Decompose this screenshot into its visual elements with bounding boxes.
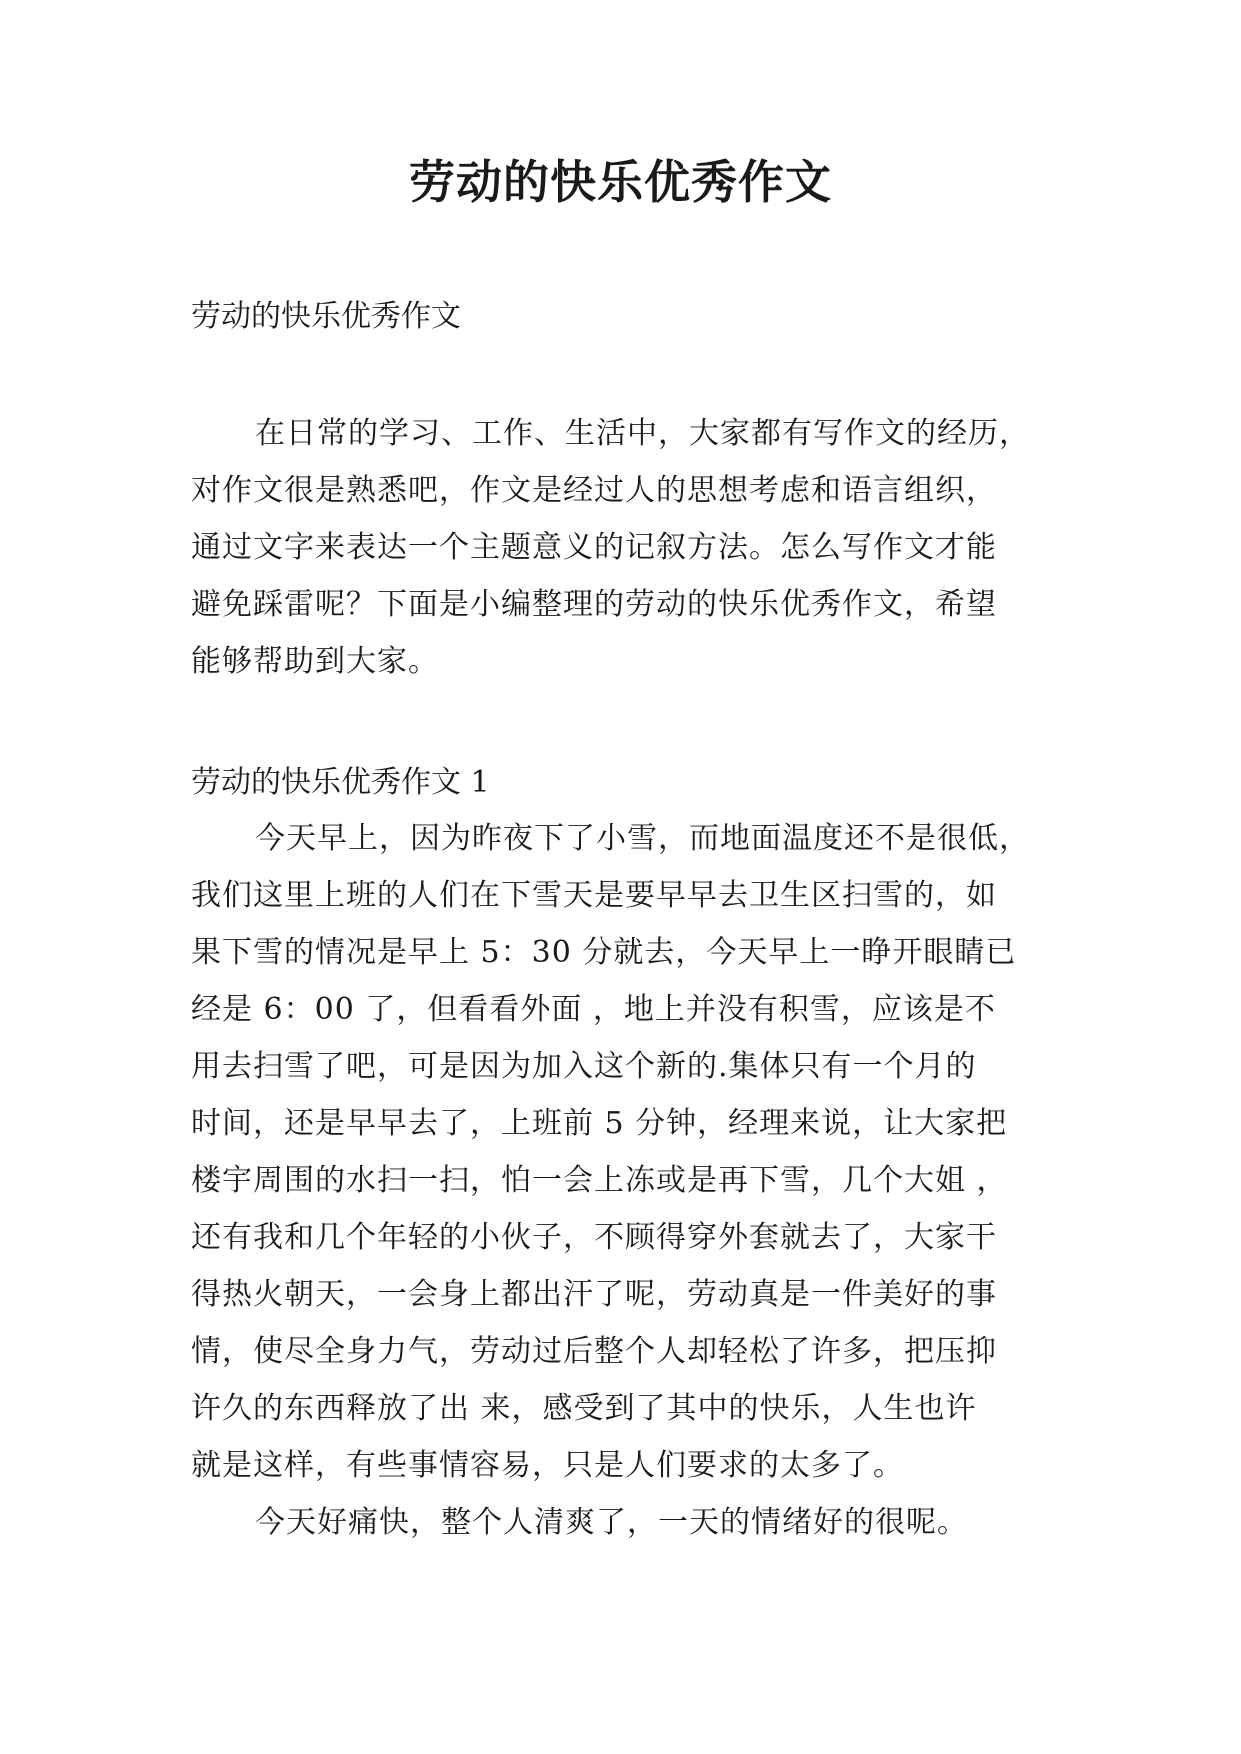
intro-line: 在日常的学习、工作、生活中，大家都有写作文的经历， [255,416,1030,451]
essay-line: 楼宇周围的水扫一扫，怕一会上冻或是再下雪，几个大姐 ， [191,1163,1008,1198]
essay-line: 情，使尽全身力气，劳动过后整个人却轻松了许多，把压抑 [191,1334,997,1369]
essay-line: 今天早上，因为昨夜下了小雪，而地面温度还不是很低， [255,821,1030,856]
intro-line: 对作文很是熟悉吧，作文是经过人的思想考虑和语言组织， [191,473,997,508]
section-heading: 劳动的快乐优秀作文 1 [191,765,490,800]
essay-line: 我们这里上班的人们在下雪天是要早早去卫生区扫雪的，如 [191,878,997,913]
intro-line: 避免踩雷呢？下面是小编整理的劳动的快乐优秀作文，希望 [191,587,997,622]
essay-line: 许久的东西释放了出 来，感受到了其中的快乐，人生也许 [191,1391,977,1426]
intro-line: 通过文字来表达一个主题意义的记叙方法。怎么写作文才能 [191,530,997,565]
essay-body [191,810,1061,1551]
essay-line: 就是这样，有些事情容易，只是人们要求的太多了。 [191,1448,904,1483]
essay-line: 还有我和几个年轻的小伙子，不顾得穿外套就去了，大家干 [191,1220,997,1255]
essay-line: 用去扫雪了吧，可是因为加入这个新的.集体只有一个月的 [191,1049,977,1084]
essay-line: 果下雪的情况是早上 5：30 分就去，今天早上一睁开眼睛已 [191,935,1017,970]
essay-line: 得热火朝天，一会身上都出汗了呢，劳动真是一件美好的事 [191,1277,997,1312]
document-subtitle: 劳动的快乐优秀作文 [191,299,461,334]
essay-line: 时间，还是早早去了，上班前 5 分钟，经理来说，让大家把 [191,1106,1008,1141]
essay-line: 经是 6：00 了，但看看外面 ，地上并没有积雪，应该是不 [191,992,996,1027]
intro-line: 能够帮助到大家。 [191,644,439,679]
document-title: 劳动的快乐优秀作文 [409,155,832,209]
essay-line: 今天好痛快，整个人清爽了，一天的情绪好的很呢。 [255,1505,968,1540]
intro-paragraph [191,405,1061,690]
